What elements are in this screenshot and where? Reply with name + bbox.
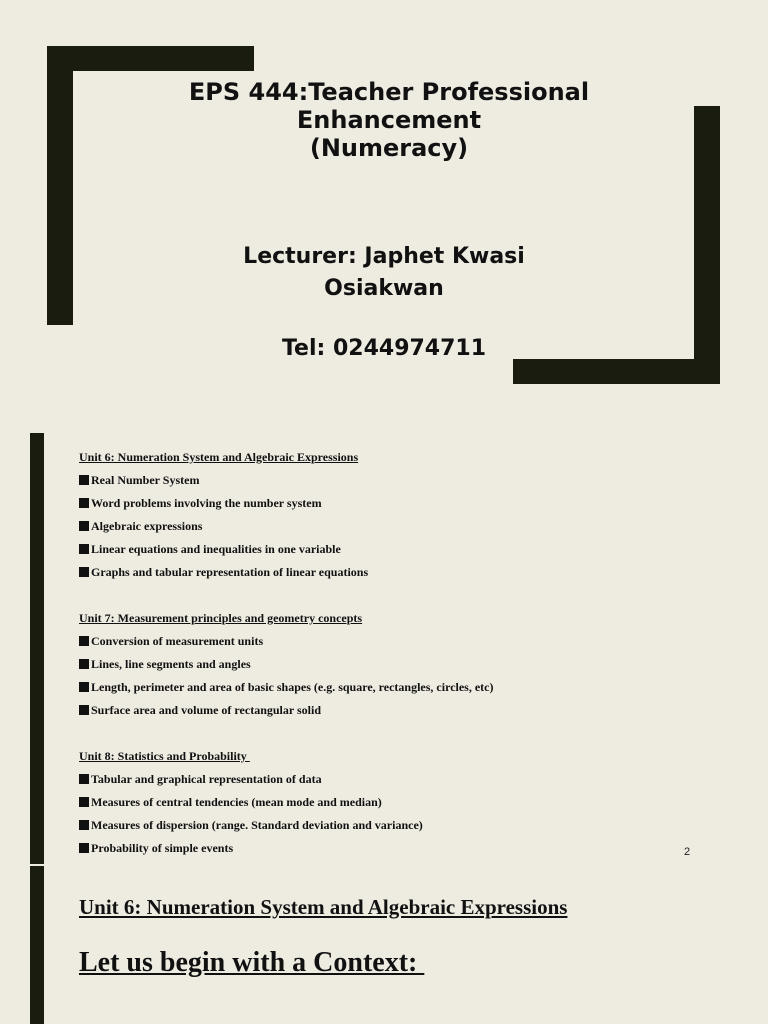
course-title [100,78,678,162]
unit-7-heading: Unit 7: Measurement principles and geometry concepts [79,611,363,625]
lecturer-line-2: Osiakwan [324,276,444,301]
square-bullet-icon [79,567,89,577]
course-outline [79,448,679,862]
course-title-line-2: Enhancement [296,106,482,134]
frame-bar-bottom-right-vertical [694,106,720,384]
list-item: Algebraic expressions [79,517,679,540]
context-heading: Let us begin with a Context: [79,947,425,978]
list-item: Linear equations and inequalities in one variable [79,540,679,563]
square-bullet-icon [79,475,89,485]
square-bullet-icon [79,521,89,531]
list-item: Measures of central tendencies (mean mode and median) [79,793,679,816]
square-bullet-icon [79,705,89,715]
square-bullet-icon [79,820,89,830]
square-bullet-icon [79,544,89,554]
list-item: Real Number System [79,471,679,494]
slide-divider [30,864,44,866]
left-accent-bar [30,433,44,1024]
square-bullet-icon [79,659,89,669]
list-item: Tabular and graphical representation of data [79,770,679,793]
course-title-line-1: EPS 444:Teacher Professional [188,78,590,106]
unit-6-heading: Unit 6: Numeration System and Algebraic Expressions [79,450,359,464]
lecturer-line-1: Lecturer: Japhet Kwasi [243,244,525,269]
lecturer-name [100,241,668,305]
list-item: Conversion of measurement units [79,632,679,655]
list-item: Graphs and tabular representation of linear equations [79,563,679,586]
unit-8-heading: Unit 8: Statistics and Probability [79,749,250,763]
list-item: Word problems involving the number system [79,494,679,517]
course-title-line-3: (Numeracy) [309,134,469,162]
square-bullet-icon [79,843,89,853]
list-item: Measures of dispersion (range. Standard deviation and variance) [79,816,679,839]
list-item: Surface area and volume of rectangular solid [79,701,679,724]
lecturer-telephone: Tel: 0244974711 [281,336,487,361]
frame-bar-top-left-vertical [47,46,73,325]
list-item: Length, perimeter and area of basic shapes (e.g. square, rectangles, circles, etc) [79,678,679,701]
slide-3-heading: Unit 6: Numeration System and Algebraic Expressions [79,895,568,919]
list-item: Lines, line segments and angles [79,655,679,678]
square-bullet-icon [79,498,89,508]
list-item: Probability of simple events [79,839,679,862]
square-bullet-icon [79,797,89,807]
square-bullet-icon [79,774,89,784]
frame-bar-top-left-horizontal [47,46,254,71]
square-bullet-icon [79,636,89,646]
square-bullet-icon [79,682,89,692]
page-number: 2 [684,846,691,858]
